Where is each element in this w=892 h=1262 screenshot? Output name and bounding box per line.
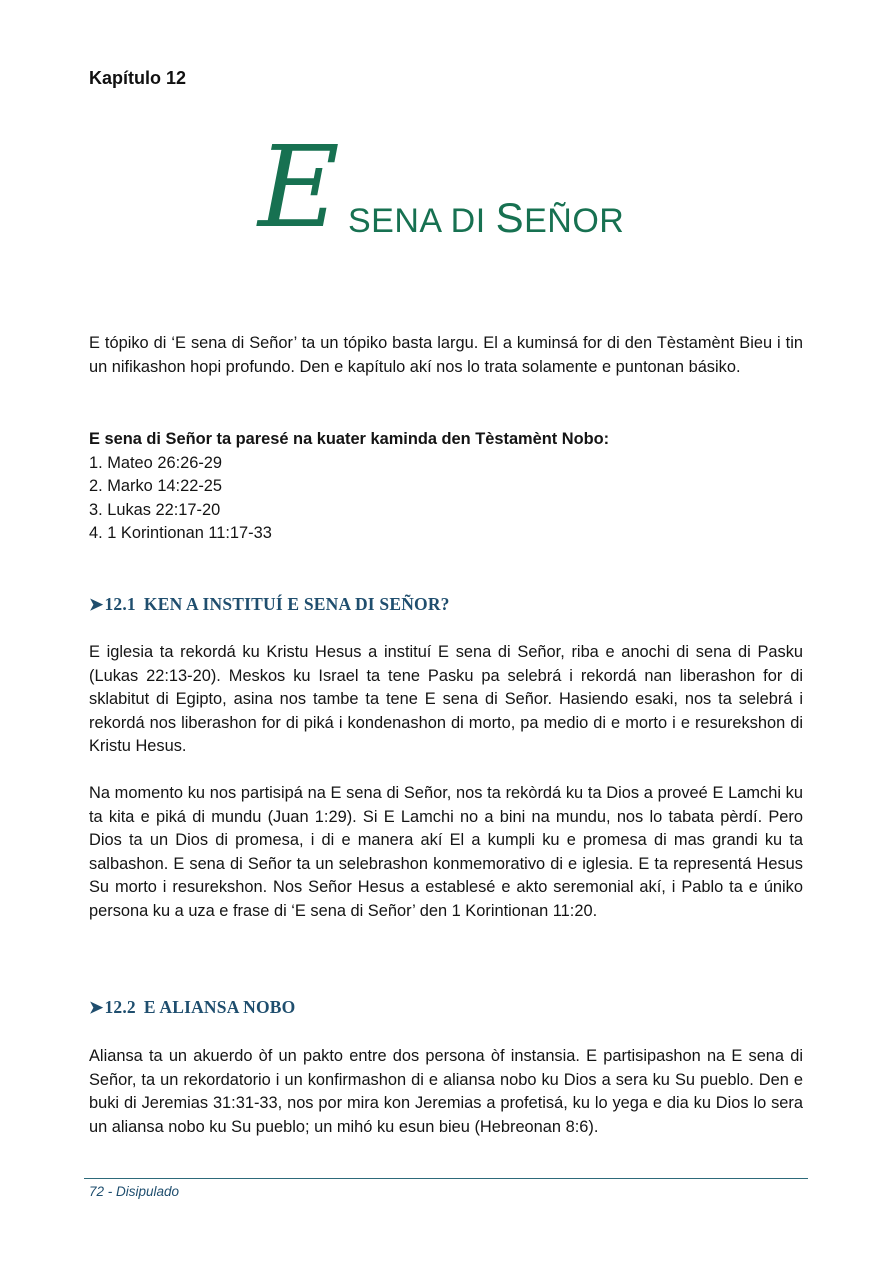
section-heading-12-1: [89, 594, 450, 615]
section-number: 12.1: [104, 594, 136, 614]
body-paragraph: Na momento ku nos partisipá na E sena di Señor, nos ta rekòrdá ku ta Dios a proveé E Lamchi ku ta kita e piká di mundu (Juan 1:29). Si E Lamchi no a bini na mundu, nos lo tabata pèrdí. Pero Dios ta un Dios di promesa, i di e manera akí El a kumpli ku e promesa di mas grandi ku ta salbashon. E sena di Señor ta un selebrashon konmemorativo di e iglesia. E ta representá Hesus Su morto i resurekshon. Nos Señor Hesus a establesé e akto seremonial akí, i Pablo ta e úniko persona ku a uza e frase di ‘E sena di Señor’ den 1 Korintionan 11:20.: [89, 784, 803, 920]
page-footer: 72 - Disipulado: [89, 1184, 180, 1199]
section-12-1-paragraph-2: [89, 782, 803, 923]
title-part1: SENA DI: [348, 202, 496, 240]
references-heading: E sena di Señor ta paresé na kuater kaminda den Tèstamènt Nobo:: [89, 430, 610, 448]
references-list: [89, 428, 803, 546]
reference-item: 2. Marko 14:22-25: [89, 477, 223, 495]
chapter-title: [258, 123, 658, 260]
section-title: E ALIANSA NOBO: [143, 997, 296, 1017]
title-part2-cap: S: [495, 194, 525, 241]
title-decorative-initial: E: [258, 123, 340, 253]
section-heading-12-2: [89, 997, 295, 1018]
body-paragraph: Aliansa ta un akuerdo òf un pakto entre dos persona òf instansia. E partisipashon na E sena di Señor, ta un rekordatorio i un konfirmashon di e aliansa nobo ku Dios a sera ku Su pueblo. Den e buki di Jeremias 31:31-33, nos por mira kon Jeremias a profetisá, ku lo yega e dia ku Dios lo sera un aliansa nobo ku Su pueblo; un mihó ku esun bieu (Hebreonan 8:6).: [89, 1047, 803, 1136]
title-part2-rest: EÑOR: [524, 202, 625, 240]
section-12-1-paragraph-1: [89, 641, 803, 759]
reference-item: 1. Mateo 26:26-29: [89, 453, 223, 472]
intro-section: [89, 332, 803, 379]
body-paragraph: E iglesia ta rekordá ku Kristu Hesus a instituí E sena di Señor, riba e anochi di sena di Pasku (Lukas 22:13-20). Meskos ku Israel ta tene Pasku pa selebrá i rekordá nan liberashon for di sklabitut di Egipto, asina nos tambe ta tene E sena di Señor. Hasiendo esaki, nos ta selebrá i rekordá nos liberashon for di piká i kondenashon di morto, pa medio di e morto i e resurekshon di Kristu Hesus.: [89, 643, 803, 755]
footer-divider: [84, 1178, 808, 1179]
arrow-bullet-icon: ➤: [89, 998, 104, 1017]
section-12-2-paragraph-1: [89, 1045, 803, 1139]
title-text: [348, 194, 624, 242]
arrow-bullet-icon: ➤: [89, 595, 104, 614]
section-number: 12.2: [104, 997, 136, 1017]
intro-paragraph: E tópiko di ‘E sena di Señor’ ta un tópiko basta largu. El a kuminsá for di den Tèstamènt Bieu i tin un nifikashon hopi profundo. Den e kapítulo akí nos lo trata solamente e puntonan básiko.: [89, 334, 803, 376]
section-title: KEN A INSTITUÍ E SENA DI SEÑOR?: [143, 594, 450, 614]
reference-item: 4. 1 Korintionan 11:17-33: [89, 524, 272, 542]
reference-item: 3. Lukas 22:17-20: [89, 500, 221, 519]
chapter-label: Kapítulo 12: [89, 68, 187, 88]
